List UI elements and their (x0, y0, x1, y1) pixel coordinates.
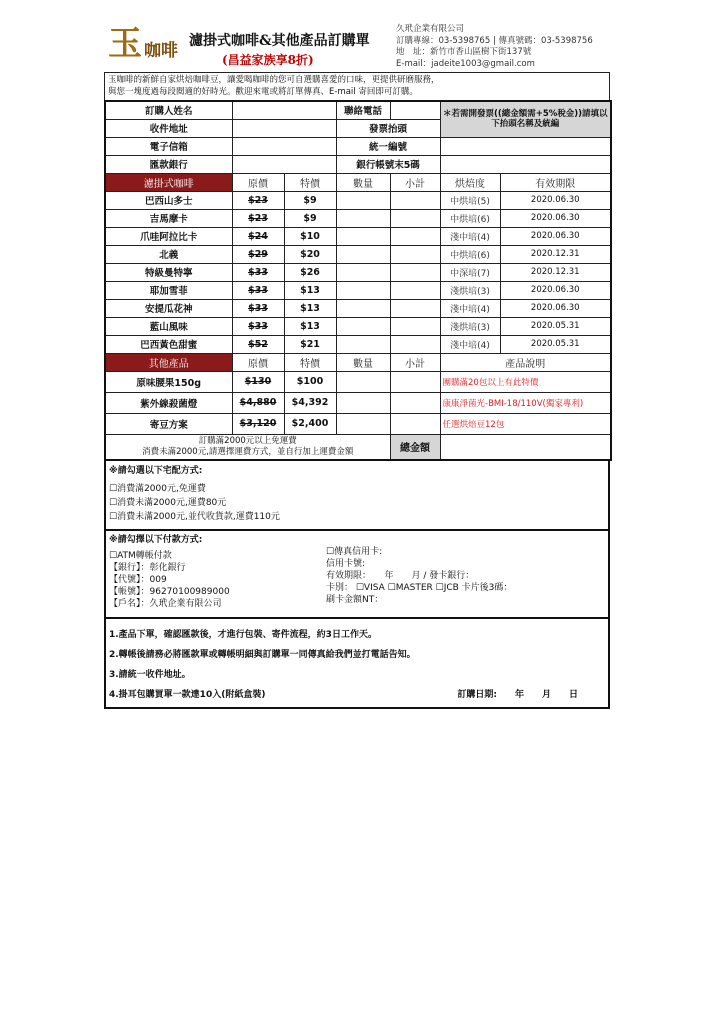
subtotal-field[interactable] (390, 335, 440, 353)
card-amount-label: 刷卡金額NT： (326, 595, 384, 605)
quantity-field[interactable] (336, 317, 390, 335)
table-row (105, 245, 611, 263)
product-name: 巴西山多士 (105, 191, 232, 209)
special-price: $21 (284, 335, 336, 353)
payment-title: ※請勾擇以下付款方式: (109, 535, 203, 545)
subtotal-field[interactable] (390, 281, 440, 299)
note-item: 1.產品下單，確認匯款後，才進行包裝、寄件流程，約3日工作天。 (109, 630, 377, 640)
account-holder: 【戶名】：久玳企業有限公司 (109, 599, 222, 609)
subtotal-field[interactable] (390, 413, 440, 434)
account-last5-field[interactable] (440, 155, 611, 173)
col-header-expiry: 有效期限 (500, 173, 611, 191)
fax-card-checkbox[interactable]: ☐傳真信用卡: (326, 547, 383, 557)
company-info (396, 24, 593, 70)
original-price: $4,880 (232, 392, 284, 413)
shipping-fee-note (105, 434, 390, 460)
special-price: $26 (284, 263, 336, 281)
product-name: 巴西黃色甜蜜 (105, 335, 232, 353)
subtotal-field[interactable] (390, 371, 440, 392)
roast-level: 淺中培(4) (440, 335, 500, 353)
product-name: 耶加雪菲 (105, 281, 232, 299)
other-section-header: 其他產品 (105, 353, 232, 371)
bank-account: 【帳號】：96270100989000 (109, 587, 230, 597)
quantity-field[interactable] (336, 335, 390, 353)
logo-text: 咖啡 (144, 41, 178, 61)
brand-logo (108, 24, 186, 68)
quantity-field[interactable] (336, 299, 390, 317)
quantity-field[interactable] (336, 209, 390, 227)
invoice-title-label: 發票抬頭 (336, 119, 440, 137)
shipping-option[interactable]: ☐消費未滿2000元,並代收貨款,運費110元 (109, 512, 280, 522)
product-name: 原味腰果150g (105, 371, 232, 392)
company-email: E-mail：jadeite1003@gmail.com (396, 58, 535, 69)
quantity-field[interactable] (336, 392, 390, 413)
subtotal-field[interactable] (390, 299, 440, 317)
table-row (105, 413, 611, 434)
atm-payment (109, 534, 230, 610)
special-price: $13 (284, 281, 336, 299)
product-description: 康康淨菌光-BMI-18/110V(獨家專利) (440, 392, 611, 413)
roast-level: 中烘培(5) (440, 191, 500, 209)
table-row (105, 227, 611, 245)
product-name: 吉馬摩卡 (105, 209, 232, 227)
expiry-date: 2020.12.31 (500, 263, 611, 281)
roast-level: 中烘培(6) (440, 245, 500, 263)
tax-id-label: 統一編號 (336, 137, 440, 155)
quantity-field[interactable] (336, 245, 390, 263)
col-header-price: 特價 (284, 353, 336, 371)
subtotal-field[interactable] (390, 209, 440, 227)
order-form (104, 20, 610, 709)
roast-level: 中烘培(6) (440, 209, 500, 227)
special-price: $9 (284, 209, 336, 227)
special-price: $2,400 (284, 413, 336, 434)
card-number-label: 信用卡號: (326, 559, 366, 569)
table-row (105, 209, 611, 227)
subtotal-field[interactable] (390, 263, 440, 281)
total-amount-field[interactable] (440, 434, 611, 460)
table-row (105, 335, 611, 353)
drip-header-row (105, 173, 611, 191)
company-name: 久玳企業有限公司 (396, 24, 465, 34)
original-price: $33 (232, 317, 284, 335)
col-header-desc: 產品說明 (440, 353, 611, 371)
product-name: 北義 (105, 245, 232, 263)
col-header-subtotal: 小計 (390, 173, 440, 191)
original-price: $130 (232, 371, 284, 392)
product-description: 任選烘焙豆12包 (440, 413, 611, 434)
product-name: 寄豆方案 (105, 413, 232, 434)
shipping-option[interactable]: ☐消費滿2000元,免運費 (109, 484, 206, 494)
note-item: 2.轉帳後請務必將匯款單或轉帳明細與訂購單一同傳真給我們並打電話告知。 (109, 650, 416, 660)
table-row (105, 392, 611, 413)
expiry-date: 2020.06.30 (500, 299, 611, 317)
shipping-fee-instruction: 消費未滿2000元,請選擇運費方式，並自行加上運費金額 (142, 446, 354, 457)
company-address: 地 址：新竹市香山區樹下街137號 (396, 47, 532, 57)
expiry-date: 2020.06.30 (500, 227, 611, 245)
email-label: 電子信箱 (105, 137, 232, 155)
col-header-qty: 數量 (336, 173, 390, 191)
quantity-field[interactable] (336, 281, 390, 299)
col-header-orig: 原價 (232, 353, 284, 371)
table-row (105, 299, 611, 317)
discount-subtitle: (昌益家族享8折) (222, 53, 314, 67)
special-price: $4,392 (284, 392, 336, 413)
quantity-field[interactable] (336, 371, 390, 392)
product-name: 爪哇阿拉比卡 (105, 227, 232, 245)
bank-name: 【銀行】：彰化銀行 (109, 563, 186, 573)
expiry-date: 2020.05.31 (500, 335, 611, 353)
col-header-qty: 數量 (336, 353, 390, 371)
roast-level: 淺烘培(3) (440, 317, 500, 335)
card-type-options[interactable]: 卡別： ☐VISA ☐MASTER ☐JCB 卡片後3碼： (326, 583, 513, 593)
subtotal-field[interactable] (390, 317, 440, 335)
total-amount-label: 總金額 (390, 434, 440, 460)
invoice-notice: ＊若需開發票((總金額需+5%稅金))請填以下抬頭名稱及統編 (440, 101, 611, 137)
expiry-date: 2020.12.31 (500, 245, 611, 263)
shipping-option[interactable]: ☐消費未滿2000元,運費80元 (109, 498, 227, 508)
special-price: $13 (284, 317, 336, 335)
product-name: 紫外線殺菌燈 (105, 392, 232, 413)
shipping-title: ※請勾選以下宅配方式: (109, 466, 203, 476)
original-price: $33 (232, 263, 284, 281)
roast-level: 淺中培(4) (440, 299, 500, 317)
original-price: $52 (232, 335, 284, 353)
card-expiry-label: 有效期限： 年 月 / 發卡銀行： (326, 571, 475, 581)
address-label: 收件地址 (105, 119, 232, 137)
original-price: $3,120 (232, 413, 284, 434)
original-price: $29 (232, 245, 284, 263)
quantity-field[interactable] (336, 227, 390, 245)
col-header-subtotal: 小計 (390, 353, 440, 371)
subtotal-field[interactable] (390, 227, 440, 245)
order-table (104, 100, 612, 461)
original-price: $24 (232, 227, 284, 245)
logo-mark: 玉 (108, 24, 142, 64)
original-price: $23 (232, 209, 284, 227)
roast-level: 中深培(7) (440, 263, 500, 281)
expiry-date: 2020.06.30 (500, 191, 611, 209)
product-name: 安提瓜花神 (105, 299, 232, 317)
table-row (105, 191, 611, 209)
subtotal-field[interactable] (390, 245, 440, 263)
original-price: $33 (232, 281, 284, 299)
original-price: $33 (232, 299, 284, 317)
drip-section-header: 濾掛式咖啡 (105, 173, 232, 191)
address-field[interactable] (232, 119, 336, 137)
buyer-name-field[interactable] (232, 101, 336, 119)
roast-level: 淺中培(4) (440, 227, 500, 245)
email-field[interactable] (232, 137, 336, 155)
buyer-name-label: 訂購人姓名 (105, 101, 232, 119)
expiry-date: 2020.06.30 (500, 281, 611, 299)
contact-phone-field[interactable] (390, 101, 440, 119)
note-item: 3.請統一收件地址。 (109, 670, 191, 680)
expiry-date: 2020.06.30 (500, 209, 611, 227)
special-price: $13 (284, 299, 336, 317)
subtotal-field[interactable] (390, 191, 440, 209)
order-date: 訂購日期: 年 月 日 (457, 690, 578, 700)
form-title: 濾掛式咖啡&其他產品訂購單 (189, 33, 370, 49)
notes-section (104, 619, 610, 709)
special-price: $20 (284, 245, 336, 263)
other-header-row (105, 353, 611, 371)
company-phone: 訂購專線：03-5398765 | 傳真號碼：03-5398756 (396, 35, 593, 46)
col-header-orig: 原價 (232, 173, 284, 191)
bank-code: 【代號】：009 (109, 575, 167, 585)
header (104, 20, 610, 72)
contact-phone-label: 聯絡電話 (336, 101, 390, 119)
product-name: 特級曼特寧 (105, 263, 232, 281)
quantity-field[interactable] (336, 413, 390, 434)
special-price: $100 (284, 371, 336, 392)
atm-checkbox[interactable]: ☐ATM轉帳付款 (109, 551, 172, 561)
total-row (105, 434, 611, 460)
special-price: $9 (284, 191, 336, 209)
table-row (105, 263, 611, 281)
roast-level: 淺烘培(3) (440, 281, 500, 299)
intro-line: 與您一塊度過每段閱適的好時光。歡迎來電或將訂單傳真、E-mail 寄回即可訂購。 (108, 86, 418, 97)
expiry-date: 2020.05.31 (500, 317, 611, 335)
credit-card-payment (326, 546, 512, 606)
special-price: $10 (284, 227, 336, 245)
quantity-field[interactable] (336, 191, 390, 209)
product-name: 藍山風味 (105, 317, 232, 335)
shipping-section (104, 461, 610, 531)
intro-line: 玉咖啡的新鮮自家烘焙咖啡豆，讓愛喝咖啡的您可自選購喜愛的口味，更提供研磨服務， (108, 75, 440, 85)
bank-field[interactable] (232, 155, 336, 173)
original-price: $23 (232, 191, 284, 209)
product-description: 團購滿20包以上有此特價 (440, 371, 611, 392)
payment-section (104, 531, 610, 619)
quantity-field[interactable] (336, 263, 390, 281)
table-row (105, 317, 611, 335)
account-last5-label: 銀行帳號末5碼 (336, 155, 440, 173)
col-header-roast: 烘焙度 (440, 173, 500, 191)
intro-text (104, 72, 610, 100)
free-shipping-note: 訂購滿2000元以上免運費 (198, 435, 297, 446)
subtotal-field[interactable] (390, 392, 440, 413)
table-row (105, 371, 611, 392)
table-row (105, 281, 611, 299)
bank-label: 匯款銀行 (105, 155, 232, 173)
col-header-price: 特價 (284, 173, 336, 191)
tax-id-field[interactable] (440, 137, 611, 155)
note-item: 4.掛耳包購買單一款達10入(附紙盒裝) (109, 690, 266, 700)
